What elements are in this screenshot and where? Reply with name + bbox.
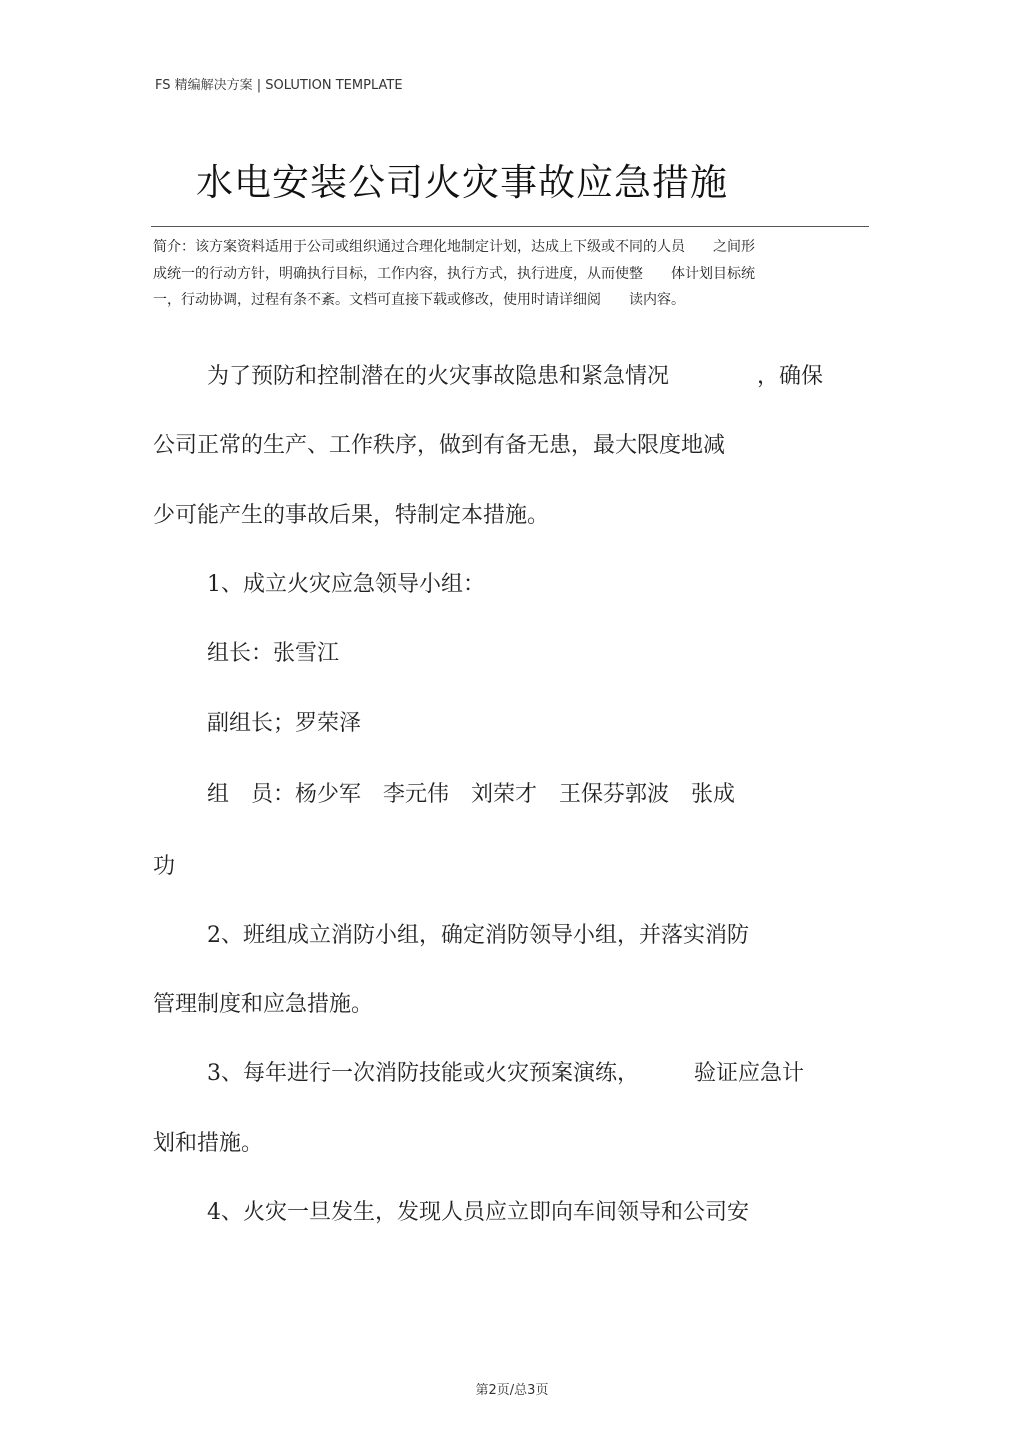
title-divider bbox=[151, 226, 869, 227]
body-line: 组长：张雪江 bbox=[207, 641, 340, 666]
document-title: 水电安装公司火灾事故应急措施 bbox=[196, 161, 728, 204]
section-heading: 1、成立火灾应急领导小组： bbox=[207, 572, 485, 597]
summary-line: 一，行动协调，过程有条不紊。文档可直接下载或修改，使用时请详细阅 读内容。 bbox=[153, 292, 685, 308]
section-heading: 2、班组成立消防小组，确定消防领导小组，并落实消防 bbox=[207, 923, 749, 948]
body-line: 功 bbox=[153, 854, 176, 879]
body-line: 副组长；罗荣泽 bbox=[207, 711, 362, 736]
body-line: 管理制度和应急措施。 bbox=[153, 992, 374, 1017]
summary-line: 成统一的行动方针，明确执行目标，工作内容，执行方式，执行进度，从而使整 体计划目标统 bbox=[153, 265, 755, 282]
body-line: 组 员：杨少军 李元伟 刘荣才 王保芬郭波 张成 bbox=[207, 782, 736, 807]
body-line: 公司正常的生产、工作秩序，做到有备无患，最大限度地减 bbox=[153, 433, 726, 458]
body-line: 少可能产生的事故后果，特制定本措施。 bbox=[153, 503, 550, 528]
section-heading: 4、火灾一旦发生，发现人员应立即向车间领导和公司安 bbox=[207, 1200, 749, 1225]
section-heading: 3、每年进行一次消防技能或火灾预案演练， 验证应急计 bbox=[207, 1061, 804, 1086]
summary-block bbox=[153, 234, 869, 314]
body-line: 划和措施。 bbox=[153, 1131, 264, 1156]
page-number: 第2页/总3页 bbox=[475, 1383, 549, 1398]
summary-line: 简介：该方案资料适用于公司或组织通过合理化地制定计划，达成上下级或不同的人员 之间形 bbox=[153, 239, 755, 255]
body-line: 为了预防和控制潜在的火灾事故隐患和紧急情况 ，确保 bbox=[207, 364, 824, 389]
document-header: FS 精编解决方案 | SOLUTION TEMPLATE bbox=[155, 78, 403, 93]
